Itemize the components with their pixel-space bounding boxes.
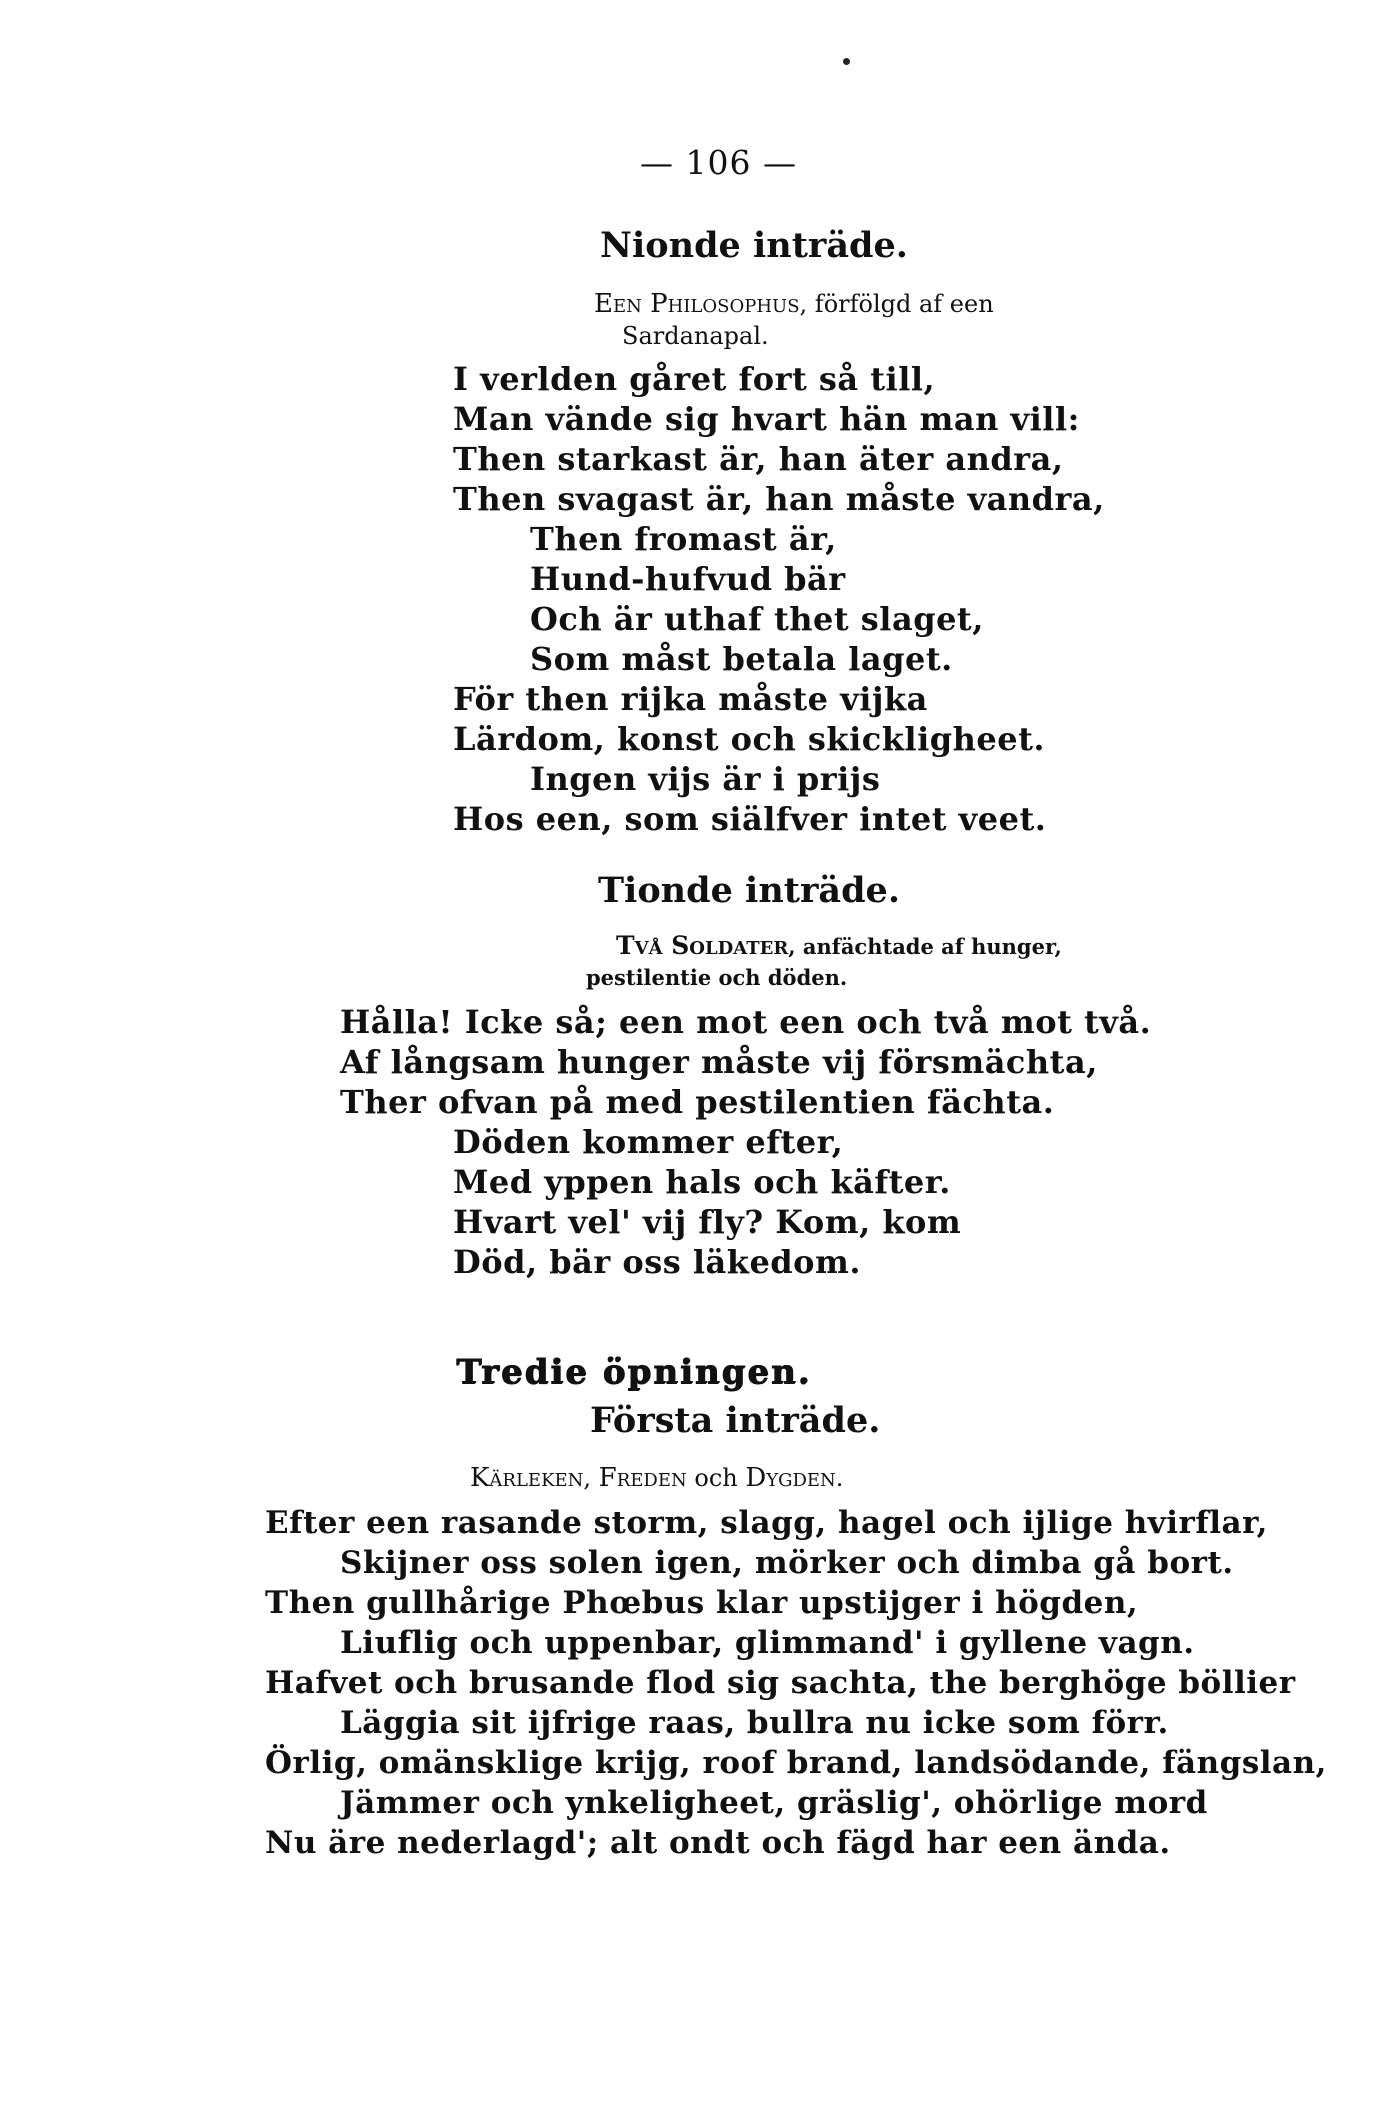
verse-line: Hvart vel' vij fly? Kom, kom: [453, 1203, 962, 1241]
stage-direction-2: [616, 930, 1062, 963]
stage-direction-1-cont: Sardanapal.: [622, 322, 769, 350]
verse-line: Som måst betala laget.: [530, 640, 953, 678]
page-number: — 106 —: [640, 143, 797, 182]
verse-line: Jämmer och ynkeligheet, gräslig', ohörlige mord: [340, 1785, 1208, 1821]
verse-line: Och är uthaf thet slaget,: [530, 600, 984, 638]
verse-line: Ingen vijs är i prijs: [530, 760, 881, 798]
verse-line: Läggia sit ijfrige raas, bullra nu icke som förr.: [340, 1705, 1169, 1741]
verse-line: Efter een rasande storm, slagg, hagel och ijlige hvirflar,: [265, 1505, 1268, 1541]
direction-text: , förfölgd af een: [799, 290, 994, 318]
verse-line: Ther ofvan på med pestilentien fächta.: [340, 1083, 1055, 1121]
verse-line: Then svagast är, han måste vandra,: [453, 480, 1105, 518]
verse-line: I verlden gåret fort så till,: [453, 360, 936, 398]
stage-direction-3: [470, 1462, 843, 1494]
ink-speck: [843, 58, 850, 65]
section-heading-nionde: Nionde inträde.: [600, 225, 908, 266]
verse-line: Nu äre nederlagd'; alt ondt och fägd har een ända.: [265, 1825, 1171, 1861]
act-heading: Tredie öpningen.: [456, 1352, 812, 1392]
verse-line: Hafvet och brusande flod sig sachta, the berghöge böllier: [265, 1665, 1296, 1701]
verse-line: Then starkast är, han äter andra,: [453, 440, 1064, 478]
verse-line: Hund-hufvud bär: [530, 560, 846, 598]
verse-line: Döden kommer efter,: [453, 1123, 844, 1161]
speaker-name: Dygden: [745, 1463, 836, 1493]
verse-line: Skijner oss solen igen, mörker och dimba gå bort.: [340, 1545, 1234, 1581]
verse-line: Hålla! Icke så; een mot een och två mot två.: [340, 1003, 1152, 1041]
separator: ,: [583, 1464, 599, 1492]
verse-line: Then gullhårige Phœbus klar upstijger i högden,: [265, 1585, 1139, 1621]
stage-direction-1: [594, 288, 994, 320]
verse-line: Man vände sig hvart hän man vill:: [453, 400, 1080, 438]
speaker-name: Een Philosophus: [594, 289, 800, 319]
stage-direction-2-cont: pestilentie och döden.: [586, 965, 848, 990]
verse-line: Af långsam hunger måste vij försmächta,: [340, 1043, 1098, 1081]
speaker-name: Kärleken: [470, 1463, 584, 1493]
verse-line: Med yppen hals och käfter.: [453, 1163, 951, 1201]
verse-line: Then fromast är,: [530, 520, 837, 558]
end-punctuation: .: [835, 1464, 844, 1492]
direction-text: , anfächtade af hunger,: [788, 934, 1062, 959]
speaker-name: Två Soldater: [616, 931, 789, 960]
section-heading-tionde: Tionde inträde.: [598, 870, 901, 911]
verse-line: Lärdom, konst och skickligheet.: [453, 720, 1045, 758]
separator: och: [686, 1464, 746, 1492]
verse-line: Hos een, som siälfver intet veet.: [453, 800, 1047, 838]
section-heading-forsta: Första inträde.: [590, 1400, 881, 1441]
verse-line: För then rijka måste vijka: [453, 680, 928, 718]
verse-line: Liuflig och uppenbar, glimmand' i gyllene vagn.: [340, 1625, 1195, 1661]
verse-line: Död, bär oss läkedom.: [453, 1243, 862, 1281]
speaker-name: Freden: [598, 1463, 687, 1493]
verse-line: Örlig, omänsklige krijg, roof brand, landsödande, fängslan,: [265, 1745, 1327, 1781]
